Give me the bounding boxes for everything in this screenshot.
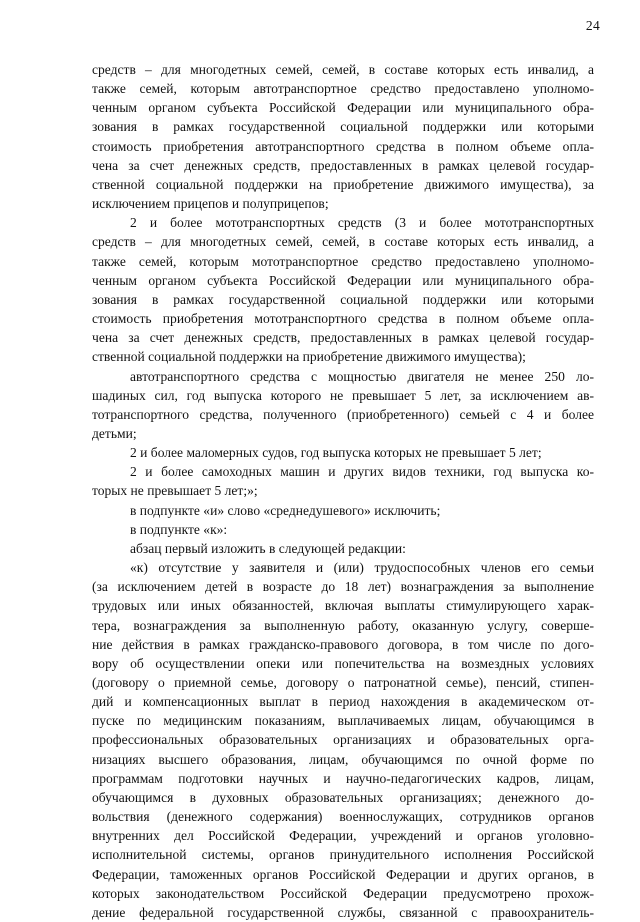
text-line: ственной социальной поддержки на приобретение движимого имущества);	[92, 349, 526, 365]
text-line: в подпункте «и» слово «среднедушевого» исключить;	[130, 502, 441, 518]
text-line: в подпункте «к»:	[130, 521, 228, 537]
text-line: детьми;	[92, 425, 137, 441]
text-line: чена за счет денежных средств, предоставленных в рамках целевой государ-	[92, 330, 594, 346]
text-line: тотранспортного средства, полученного (приобретенного) семьей с 4 и более	[92, 406, 594, 422]
text-line: абзац первый изложить в следующей редакции:	[130, 540, 406, 556]
text-line: низациях высшего образования, лицам, обучающимся по очной форме по	[92, 751, 594, 767]
text-line: стоимость приобретения автотранспортного средства в полном объеме опла-	[92, 138, 594, 154]
text-line: средств – для многодетных семей, семей, в составе которых есть инвалид, а	[92, 62, 594, 77]
text-line: средств – для многодетных семей, семей, в составе которых есть инвалид, а	[92, 234, 594, 250]
text-line: также семей, которым автотранспортное средство предоставлено уполномо-	[92, 81, 594, 97]
text-line: «к) отсутствие у заявителя и (или) трудоспособных членов его семьи	[130, 560, 594, 576]
text-line: также семей, которым мототранспортное средство предоставлено уполномо-	[92, 253, 594, 269]
text-line: (договору о приемной семье, договору о патронатной семье), пенсий, стипен-	[92, 675, 594, 690]
text-line: 2 и более маломерных судов, год выпуска которых не превышает 5 лет;	[130, 445, 542, 461]
text-line: вольствия (денежного содержания) военнослужащих, сотрудников органов	[92, 809, 594, 825]
text-line: профессиональных образовательных организациях и образовательных орга-	[92, 732, 594, 748]
text-line: исполнительной системы, органов принудительного исполнения Российской	[92, 847, 594, 863]
text-line: шадиных сил, год выпуска которого не превышает 5 лет, за исключением ав-	[92, 387, 594, 403]
text-line: чена за счет денежных средств, предоставленных в рамках целевой государ-	[92, 157, 594, 173]
text-line: пуске по медицинским показаниям, выплачиваемых лицам, обучающимся в	[92, 713, 594, 729]
text-line: ченным органом субъекта Российской Федерации или муниципального обра-	[92, 100, 594, 116]
text-line: 2 и более мототранспортных средств (3 и более мототранспортных	[130, 215, 594, 231]
text-line: Федерации, таможенных органов Российской Федерации и других органов, в	[92, 866, 594, 882]
text-line: тера, вознаграждения за выполненную работу, оказанную услугу, соверше-	[92, 617, 594, 633]
text-line: трудовых или иных обязанностей, включая выплаты стимулирующего харак-	[92, 598, 594, 614]
text-line: ние действия в рамках гражданско-правового договора, в том числе по дого-	[92, 636, 594, 652]
text-line: торых не превышает 5 лет;»;	[92, 483, 258, 499]
text-line: ченным органом субъекта Российской Федерации или муниципального обра-	[92, 272, 594, 288]
text-line: которых законодательством Российской Федерации предусмотрено прохож-	[92, 885, 594, 901]
text-line: дий и компенсационных выплат в период нахождения в академическом от-	[92, 694, 594, 710]
text-line: 2 и более самоходных машин и других видов техники, год выпуска ко-	[130, 464, 594, 480]
text-line: автотранспортного средства с мощностью двигателя не менее 250 ло-	[130, 368, 594, 384]
text-line: программам подготовки научных и научно-педагогических кадров, лицам,	[92, 770, 594, 786]
text-line: исключением прицепов и полуприцепов;	[92, 196, 329, 212]
text-line: вору об осуществлении опеки или попечительства на возмездных условиях	[92, 655, 594, 671]
text-line: внутренних дел Российской Федерации, учреждений и органов уголовно-	[92, 828, 594, 844]
text-line: (за исключением детей в возрасте до 18 лет) вознаграждения за выполнение	[92, 579, 594, 595]
text-line: зования в рамках государственной социальной поддержки или которыми	[92, 291, 594, 307]
text-line: дение федеральной государственной службы, связанной с правоохранитель-	[92, 904, 594, 920]
text-line: стоимость приобретения мототранспортного средства в полном объеме опла-	[92, 311, 594, 327]
text-line: обучающимся в духовных образовательных организациях; денежного до-	[92, 789, 594, 805]
document-body	[92, 60, 594, 922]
text-line: ственной социальной поддержки на приобретение движимого имущества), за	[92, 176, 594, 192]
text-line: зования в рамках государственной социальной поддержки или которыми	[92, 119, 594, 135]
page-number: 24	[585, 18, 600, 33]
